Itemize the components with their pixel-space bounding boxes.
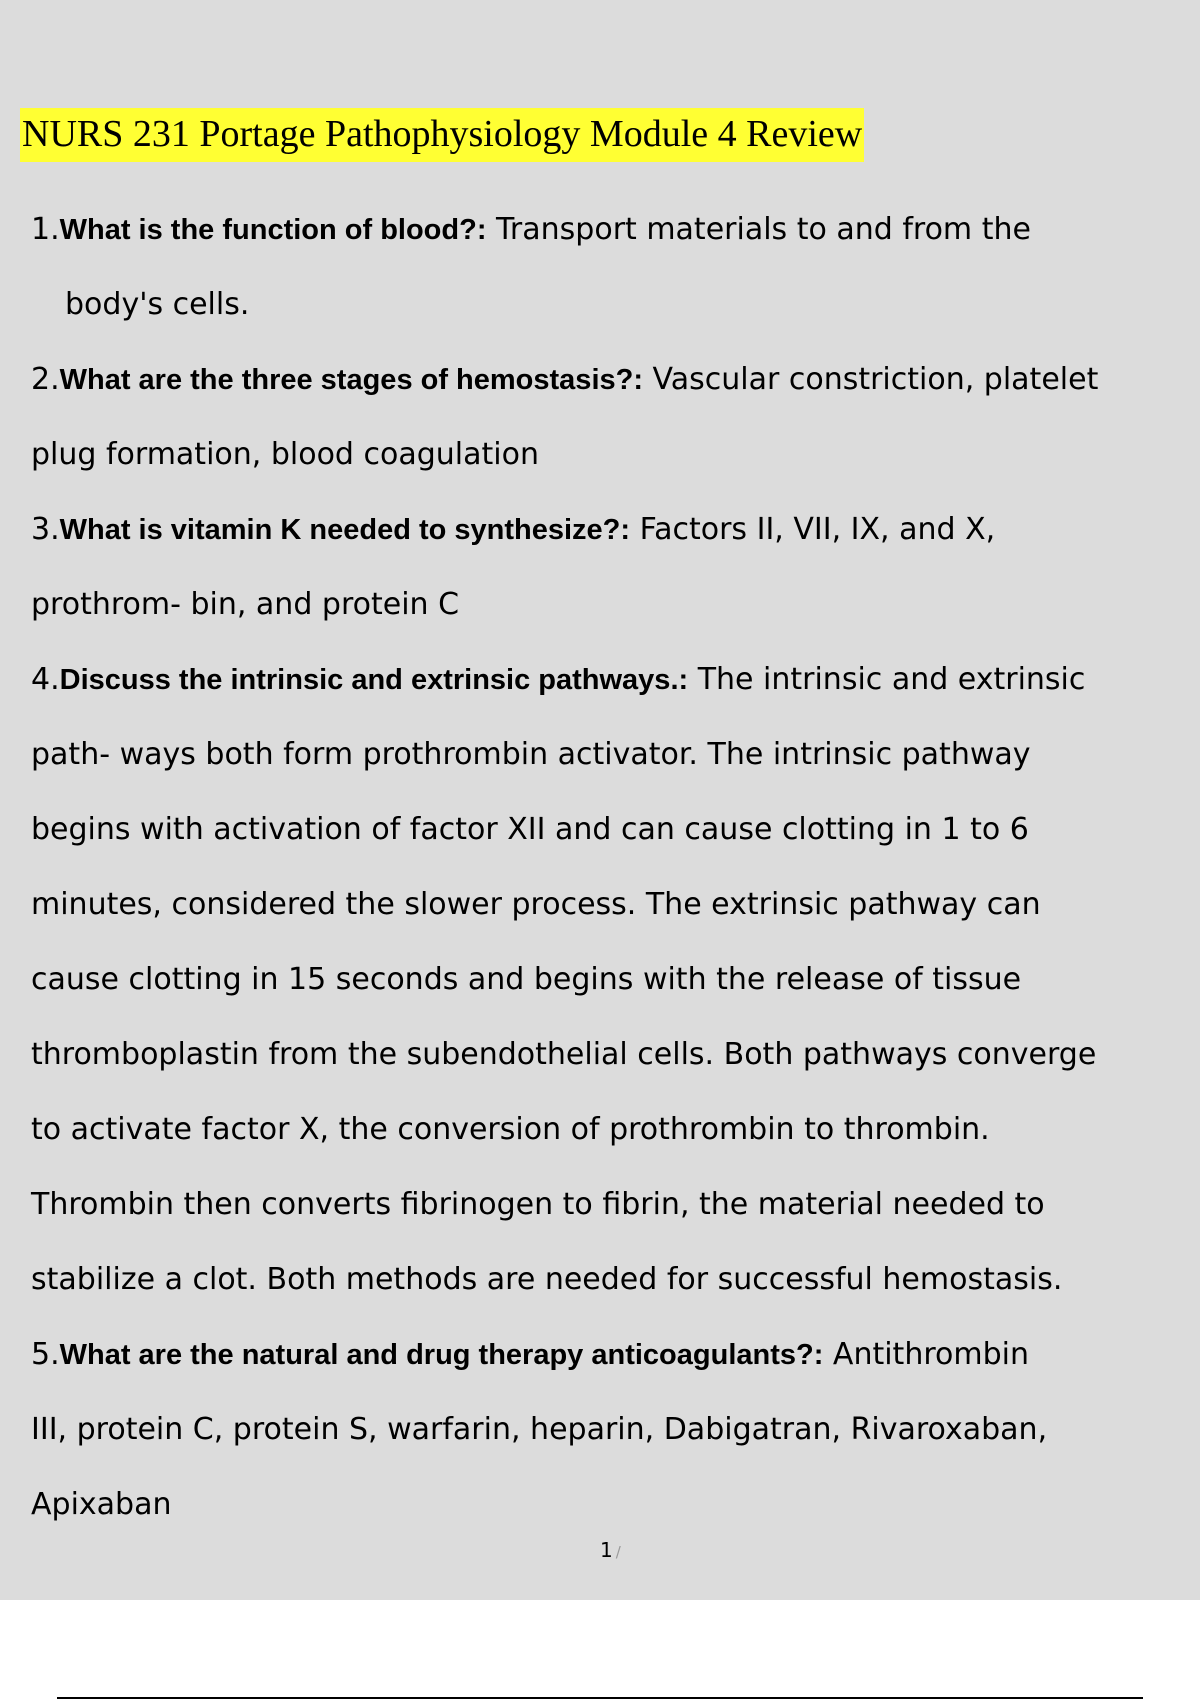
item-answer: minutes, considered the slower process. The extrinsic pathway can bbox=[31, 887, 1041, 922]
item-answer: stabilize a clot. Both methods are needed for successful hemostasis. bbox=[31, 1262, 1063, 1297]
item-answer: thromboplastin from the subendothelial cells. Both pathways converge bbox=[31, 1037, 1097, 1072]
item-answer: III, protein C, protein S, warfarin, heparin, Dabigatran, Rivaroxaban, bbox=[31, 1412, 1048, 1447]
list-item bbox=[31, 192, 1200, 342]
item-question: Discuss the intrinsic and extrinsic pathways.: bbox=[59, 664, 689, 696]
item-answer: body's cells. bbox=[65, 287, 250, 322]
document-title: NURS 231 Portage Pathophysiology Module 4 Review bbox=[20, 108, 864, 162]
page-number-suffix: / bbox=[615, 1543, 621, 1561]
item-number: 3. bbox=[31, 512, 60, 547]
qa-list bbox=[31, 192, 1200, 1542]
item-answer: cause clotting in 15 seconds and begins with the release of tissue bbox=[31, 962, 1022, 997]
item-number: 2. bbox=[31, 362, 60, 397]
item-answer: plug formation, blood coagulation bbox=[31, 437, 539, 472]
item-answer: Antithrombin bbox=[823, 1337, 1029, 1372]
item-answer: Transport materials to and from the bbox=[486, 212, 1031, 247]
item-answer: to activate factor X, the conversion of prothrombin to thrombin. bbox=[31, 1112, 990, 1147]
page-number-value: 1 bbox=[600, 1538, 613, 1562]
list-item bbox=[31, 342, 1200, 492]
item-answer: begins with activation of factor XII and can cause clotting in 1 to 6 bbox=[31, 812, 1029, 847]
item-answer: Factors II, VII, IX, and X, bbox=[630, 512, 996, 547]
item-number: 1. bbox=[31, 212, 60, 247]
item-question: What is the function of blood?: bbox=[59, 214, 487, 246]
item-answer: Apixaban bbox=[31, 1487, 172, 1522]
item-answer: path- ways both form prothrombin activator. The intrinsic pathway bbox=[31, 737, 1031, 772]
page-number bbox=[600, 1538, 621, 1562]
item-line bbox=[31, 1317, 1200, 1392]
item-question: What is vitamin K needed to synthesize?: bbox=[59, 514, 631, 546]
footer-divider bbox=[57, 1697, 1143, 1699]
item-answer: The intrinsic and extrinsic bbox=[688, 662, 1086, 697]
item-number: 5. bbox=[31, 1337, 60, 1372]
item-line bbox=[31, 492, 1200, 567]
item-question: What are the three stages of hemostasis?: bbox=[59, 364, 643, 396]
item-question: What are the natural and drug therapy anticoagulants?: bbox=[59, 1339, 824, 1371]
item-answer: Vascular constriction, platelet bbox=[643, 362, 1099, 397]
item-line bbox=[31, 192, 1200, 267]
item-answer: Thrombin then converts fibrinogen to fibrin, the material needed to bbox=[31, 1187, 1045, 1222]
item-answer: prothrom- bin, and protein C bbox=[31, 587, 460, 622]
item-line bbox=[31, 642, 1200, 717]
item-line bbox=[31, 342, 1200, 417]
list-item bbox=[31, 492, 1200, 642]
list-item bbox=[31, 642, 1200, 1317]
list-item bbox=[31, 1317, 1200, 1542]
item-number: 4. bbox=[31, 662, 60, 697]
